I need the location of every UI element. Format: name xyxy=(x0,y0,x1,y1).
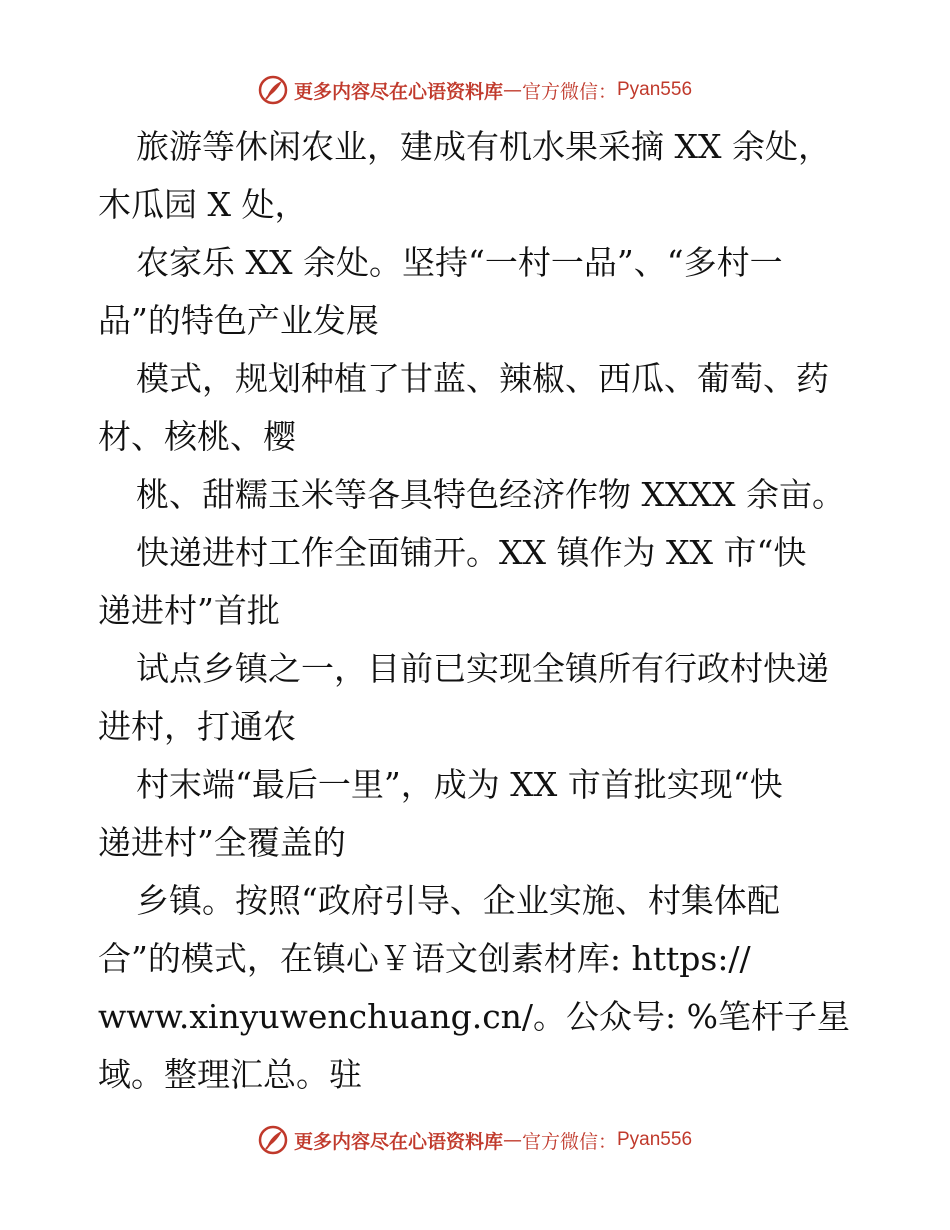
text-line: 农家乐 XX 余处。坚持“一村一品”、“多村一 xyxy=(136,243,783,282)
quill-logo-icon xyxy=(258,1125,288,1155)
quill-logo-icon xyxy=(258,75,288,105)
banner-wechat-id: Pyan556 xyxy=(617,1129,693,1150)
text-line: 进村，打通农 xyxy=(98,707,296,746)
header-banner xyxy=(0,70,950,110)
banner-main-text: 更多内容尽在心语资料库 xyxy=(293,80,503,103)
text-line: 快递进村工作全面铺开。XX 镇作为 XX 市“快 xyxy=(136,533,807,572)
text-line: 模式，规划种植了甘蓝、辣椒、西瓜、葡萄、药 xyxy=(136,359,829,398)
text-line: 旅游等休闲农业，建成有机水果采摘 XX 余处， xyxy=(136,127,831,166)
footer-banner xyxy=(0,1120,950,1160)
text-line: 村末端“最后一里”，成为 XX 市首批实现“快 xyxy=(136,765,783,804)
text-line: 合”的模式，在镇心￥语文创素材库: https:// xyxy=(98,939,751,978)
banner-official-label: 官方微信： xyxy=(521,1130,617,1153)
text-line: 递进村”全覆盖的 xyxy=(98,823,346,862)
banner-dash: — xyxy=(502,79,522,101)
text-line: 乡镇。按照“政府引导、企业实施、村集体配 xyxy=(136,881,780,920)
text-line: www.xinyuwenchuang.cn/。公众号: %笔杆子星 xyxy=(98,997,851,1036)
text-line: 递进村”首批 xyxy=(98,591,280,630)
body-text xyxy=(98,118,868,1104)
text-line: 域。整理汇总。驻 xyxy=(98,1055,362,1094)
text-line: 木瓜园 X 处， xyxy=(98,185,308,224)
banner-official-label: 官方微信： xyxy=(521,80,617,103)
text-line: 品”的特色产业发展 xyxy=(98,301,379,340)
text-line: 材、核桃、樱 xyxy=(98,417,296,456)
text-line: 试点乡镇之一，目前已实现全镇所有行政村快递 xyxy=(136,649,829,688)
banner-main-text: 更多内容尽在心语资料库 xyxy=(293,1130,503,1153)
banner-dash: — xyxy=(502,1129,522,1151)
text-line: 桃、甜糯玉米等各具特色经济作物 XXXX 余亩。 xyxy=(136,475,845,514)
banner-wechat-id: Pyan556 xyxy=(617,79,693,100)
